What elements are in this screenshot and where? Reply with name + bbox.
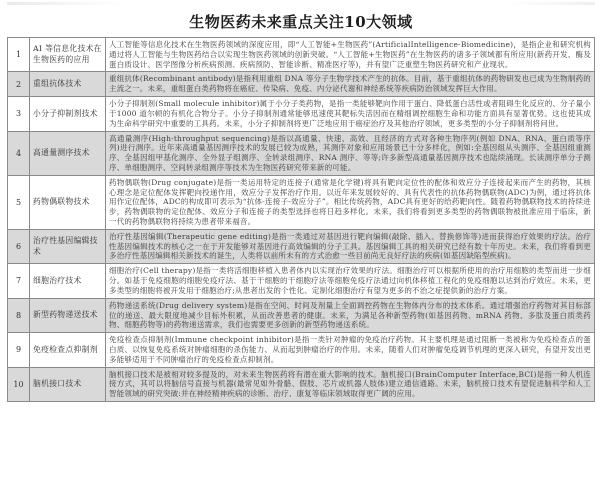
row-description-cell: 小分子抑制剂(Small molecule inhibitor)属于小分子类药物，是指一类能够靶向作用于蛋白、降低蛋白活性或者阻碍生化反应的、分子量小于1000 道尔顿的有机化合物分子。小分子抑制剂通常能够迅速使其靶标失活因而在精细调控细胞生命和功能方面具有显著优势。这也使其成为生命科学研究中重要的工具药。未来，小分子抑制剂将更广泛地应用于癌症治疗及其他治疗领域，更多类型的小分子抑制剂将问世。 [106, 97, 595, 131]
row-description-cell: 免疫检查点抑制剂(Immune checkpoint inhibitor)是指一类针对肿瘤的免疫治疗药物。其主要机理是通过阻断一类被称为免疫检查点的蛋白质、以恢复免疫系统对肿瘤细胞的杀伤能力、从而起到肿瘤治疗的作用。未来，随着人们对肿瘤免疫调节机理的更深入研究，有望开发出更多能够适用于不同肿瘤治疗的免疫检查点抑制剂。 [106, 333, 595, 367]
row-topic-cell: AI 等信息化技术在生物医药的应用 [30, 38, 106, 72]
row-topic-cell: 新型药物递送技术 [30, 298, 106, 332]
table-row [8, 175, 595, 229]
row-topic-cell: 小分子抑制剂技术 [30, 97, 106, 131]
row-number-cell: 5 [8, 175, 30, 229]
table-row [8, 72, 595, 97]
table-row [8, 333, 595, 367]
row-topic-cell: 治疗性基因编辑技术 [30, 229, 106, 263]
table-row [8, 367, 595, 401]
row-topic-cell: 细胞治疗技术 [30, 264, 106, 298]
row-number-cell: 2 [8, 72, 30, 97]
row-topic-cell: 重组抗体技术 [30, 72, 106, 97]
row-topic-cell: 免疫检查点抑制剂 [30, 333, 106, 367]
page-title: 生物医药未来重点关注10大领域 [189, 13, 413, 31]
row-description-cell: 重组抗体(Recombinant antibody)是指利用重组 DNA 等分子生物学技术产生的抗体。目前，基于重组抗体的药物研发也已成为生物制药的主流之一。未来，重组蛋白类药物将在癌症、传染病、免疫、内分泌代谢和神经系统等疾病防治领域发挥巨大作用。 [106, 72, 595, 97]
row-description-cell: 人工智能等信息化技术在生物医药领域的深度应用，即“人工智能+生物医药”(ArtificialIntelligence-Biomedicine)，是指企业和研究机构通过将人工智能与生物医药结合以实现生物医药领域的创新突破。“人工智能+生物医药”在生物医药的诸多子领域都有所应用(新药开发、酶及蛋白质设计、医学图像分析疾病预测、疾病预防、智能诊断、精准医疗等)，并有望广泛重塑生物医药研究和产业现状。 [106, 38, 595, 72]
row-number-cell: 10 [8, 367, 30, 401]
row-topic-cell: 药物偶联物技术 [30, 175, 106, 229]
topics-table [7, 37, 595, 402]
row-number-cell: 3 [8, 97, 30, 131]
row-topic-cell: 脑机接口技术 [30, 367, 106, 401]
row-description-cell: 药物递送系统(Drug delivery system)是指在空间、时间及剂量上全面调控药物在生物体内分布的技术体系。通过增强治疗药物对其目标部位的递送、最大限度地减少目标外积累，从而改善患者的健康。未来，为满足各种新型药物(如基因药物、mRNA 药物、多肽及蛋白质类药物、细胞药物等)的药物递送需求，我们也需要更多创新的新型药物递送系统。 [106, 298, 595, 332]
table-row [8, 38, 595, 72]
row-description-cell: 药物偶联物(Drug conjugate)是指一类运用特定的连接子(通常是化学键)将具有靶向定位性的配体和效应分子连接起来而产生的药物，其核心理念是定位配体发挥靶向投递作用，效应分子发挥治疗作用。以近年来发展较好的、具有代表性的抗体药物偶联物(ADC)为例，通过将抗体用作定位配体，ADC的构成即可表示为“抗体-连接子-效应分子”。相比传统药物，ADC具有更好的给药靶向性。随着药物偶联物技术的持续进步，药物偶联物的定位配体、效应分子和连接子的类型选择也将日趋多样化。未来，我们将看到更多类型的药物偶联物被批准应用于临床，新一代的药物偶联物将持续为患者带来福音。 [106, 175, 595, 229]
topics-table-body [8, 38, 595, 402]
row-number-cell: 7 [8, 264, 30, 298]
row-topic-cell: 高通量测序技术 [30, 131, 106, 175]
row-number-cell: 9 [8, 333, 30, 367]
table-row [8, 131, 595, 175]
row-description-cell: 高通量测序(High-throughput sequencing)是指以高通量、快速、高效、且经济的方式对各种生物序列(例如 DNA、RNA、蛋白质等序列)进行测序。近年来高通量基因测序技术的发展已较为成熟，其测序对象和应用场景已十分多样化，例如:全基因组从头测序、全基因组重测序、全基因组甲基化测序、全外显子组测序、全转录组测序、RNA 测序、等等;许多新型高通量基因测序技术也陆续涌现。长读测序单分子测序、单细胞测序、空间转录组测序等技术为生物医药研究带来新的可能。 [106, 131, 595, 175]
row-number-cell: 4 [8, 131, 30, 175]
table-row [8, 298, 595, 332]
table-row [8, 264, 595, 298]
row-number-cell: 6 [8, 229, 30, 263]
page-edge-artifact [7, 2, 595, 5]
table-row [8, 97, 595, 131]
row-number-cell: 1 [8, 38, 30, 72]
row-description-cell: 脑机接口技术是被相对较多提及的，对未来生物医药将有潜在重大影响的技术。脑机接口(BrainComputer Interface,BCI)是指一种人机连接方式，其可以将脑信号直接与机器(最常见如外骨骼、假肢、芯片或机器人肢体)建立通信通路。未来，脑机接口技术有望促进脑科学和人工智能领域的研究突破:并在神经精神疾病的诊断、治疗、康复等临床领域取得更广阔的应用。 [106, 367, 595, 401]
row-description-cell: 细胞治疗(Cell therapy)是指一类将活细胞移植入患者体内以实现治疗效果的疗法。细胞治疗可以根据所使用的治疗用细胞的类型而进一步细分。如基于免疫细胞的细胞免疫疗法、基于干细胞的干细胞疗法等细胞免疫疗法通过向机体移植工程化的免疫细胞以达到治疗效应。未来，更多类型的细胞将被开发用于细胞治疗;从患者出发的个性化、定制化细胞治疗有望为更多的不治之症提供新的治疗方案。 [106, 264, 595, 298]
row-number-cell: 8 [8, 298, 30, 332]
table-row [8, 229, 595, 263]
row-description-cell: 治疗性基因编辑(Therapeutic gene editing)是指一类通过对基因进行靶向编辑(敲除、插入、替换修饰等)进而获得治疗效果的疗法。治疗性基因编辑技术的核心之一在于开发能够对基因进行高效编辑的分子工具。基因编辑工具的相关研究已经有数十年历史。未来，我们将看到更多治疗性基因编辑相关新技术的诞生，人类将以前所未有的方式治愈一些目前尚无良好疗法的疾病(如基因缺陷型疾病)。 [106, 229, 595, 263]
